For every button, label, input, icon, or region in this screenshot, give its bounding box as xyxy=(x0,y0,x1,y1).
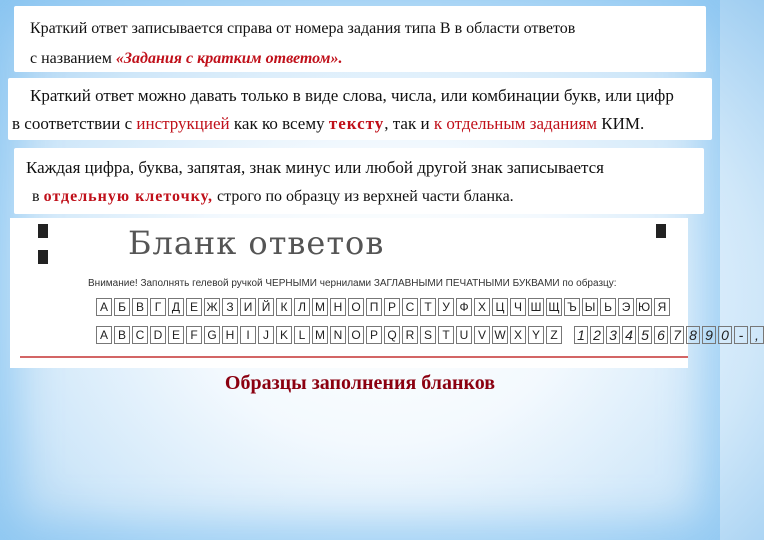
sample-cell: Ж xyxy=(204,298,220,316)
sample-cell: L xyxy=(294,326,310,344)
sample-cell: 3 xyxy=(606,326,620,344)
sample-cell: О xyxy=(348,298,364,316)
sample-cell: 0 xyxy=(718,326,732,344)
sample-cell: B xyxy=(114,326,130,344)
form-title: Бланк ответов xyxy=(128,224,385,262)
sample-cell: З xyxy=(222,298,238,316)
sample-cell: П xyxy=(366,298,382,316)
paragraph-2 xyxy=(8,78,712,140)
sample-cell: , xyxy=(750,326,764,344)
cyrillic-sample-row xyxy=(96,298,670,316)
sample-cell: 9 xyxy=(702,326,716,344)
sample-cell: Х xyxy=(474,298,490,316)
sample-cell: - xyxy=(734,326,748,344)
sample-cell: 4 xyxy=(622,326,636,344)
sample-cell: M xyxy=(312,326,328,344)
sample-cell: Н xyxy=(330,298,346,316)
sample-cell: Е xyxy=(186,298,202,316)
section-name-highlight: «Задания с кратким ответом». xyxy=(115,50,343,67)
sample-cell: Г xyxy=(150,298,166,316)
sample-cell: S xyxy=(420,326,436,344)
sample-cell: Л xyxy=(294,298,310,316)
para1-line2-prefix: с названием xyxy=(30,50,116,67)
sample-cell: И xyxy=(240,298,256,316)
sample-cell: R xyxy=(402,326,418,344)
sample-cell: F xyxy=(186,326,202,344)
sample-cell: H xyxy=(222,326,238,344)
sample-cell: Ъ xyxy=(564,298,580,316)
sample-cell: C xyxy=(132,326,148,344)
sample-cell: E xyxy=(168,326,184,344)
para1-line1: Краткий ответ записывается справа от номера задания типа В в области ответов xyxy=(30,20,576,37)
answer-form-sample xyxy=(10,218,759,368)
sample-cell: Y xyxy=(528,326,544,344)
sample-cell: 2 xyxy=(590,326,604,344)
sample-cell: Ь xyxy=(600,298,616,316)
sample-cell: 1 xyxy=(574,326,588,344)
sample-cell: U xyxy=(456,326,472,344)
figure-caption: Образцы заполнения бланков xyxy=(224,372,496,394)
paragraph-1 xyxy=(14,6,706,72)
para2-text-c: как ко всему xyxy=(229,114,329,133)
sample-cell: V xyxy=(474,326,490,344)
sample-cell: 6 xyxy=(654,326,668,344)
form-corner-marker xyxy=(38,224,48,238)
para2-line1: Краткий ответ можно давать только в виде слова, числа, или комбинации букв, или цифр xyxy=(30,86,674,105)
para3-line2 xyxy=(32,188,514,206)
instruction-highlight: инструкцией xyxy=(136,114,230,133)
paragraph-3 xyxy=(14,148,704,214)
sample-cell: Т xyxy=(420,298,436,316)
sample-cell: Ю xyxy=(637,300,651,314)
form-red-rule xyxy=(20,356,688,358)
sample-cell: Я xyxy=(654,298,670,316)
text-highlight: тексту xyxy=(328,114,385,133)
sample-cell: P xyxy=(366,326,382,344)
sample-cell: Ф xyxy=(456,298,472,316)
sample-cell: 7 xyxy=(670,326,684,344)
sample-cell: Z xyxy=(546,326,562,344)
sample-cell: Ш xyxy=(528,298,544,316)
sample-cell: А xyxy=(96,298,112,316)
form-corner-marker xyxy=(656,224,666,238)
sample-cell: Р xyxy=(384,298,400,316)
sample-cell: J xyxy=(258,326,274,344)
sample-cell: G xyxy=(204,326,220,344)
sample-cell: С xyxy=(402,298,418,316)
row-spacer xyxy=(564,326,572,344)
para3-text-a: в xyxy=(32,188,44,205)
sample-cell: O xyxy=(348,326,364,344)
sample-cell: Й xyxy=(258,298,274,316)
latin-digit-sample-row xyxy=(96,326,764,344)
para2-line2 xyxy=(12,114,644,134)
sample-cell: W xyxy=(492,326,508,344)
sample-cell: Ц xyxy=(492,298,508,316)
sample-cell: Q xyxy=(384,326,400,344)
sample-cell: У xyxy=(438,298,454,316)
sample-cell: М xyxy=(312,298,328,316)
sample-cell: I xyxy=(240,326,256,344)
sample-cell: Щ xyxy=(546,298,562,316)
sample-cell: Б xyxy=(114,298,130,316)
para2-text-e: , так и xyxy=(384,114,434,133)
para1-line2 xyxy=(30,50,343,68)
cell-highlight: отдельную клеточку, xyxy=(43,188,214,205)
sample-cell: Э xyxy=(618,298,634,316)
para2-text-a: в соответствии с xyxy=(12,114,137,133)
sample-cell: K xyxy=(276,326,292,344)
form-corner-marker xyxy=(38,250,48,264)
para3-text-c: строго по образцу из верхней части бланка. xyxy=(213,188,514,205)
sample-cell: В xyxy=(132,298,148,316)
sample-cell: D xyxy=(150,326,166,344)
sample-cell: A xyxy=(96,326,112,344)
sample-cell: N xyxy=(330,326,346,344)
sample-cell: 8 xyxy=(686,326,700,344)
sample-cell: X xyxy=(510,326,526,344)
para2-text-g: КИМ. xyxy=(597,114,645,133)
sample-cell: Ч xyxy=(510,298,526,316)
sample-cell: Ы xyxy=(582,298,598,316)
sample-cell: 5 xyxy=(638,326,652,344)
para3-line1: Каждая цифра, буква, запятая, знак минус или любой другой знак записывается xyxy=(26,158,604,177)
form-notice: Внимание! Заполнять гелевой ручкой ЧЕРНЫМИ чернилами ЗАГЛАВНЫМИ ПЕЧАТНЫМИ БУКВАМИ по образцу: xyxy=(88,278,617,289)
tasks-highlight: к отдельным заданиям xyxy=(433,114,598,133)
sample-cell: T xyxy=(438,326,454,344)
sample-cell: Д xyxy=(168,298,184,316)
sample-cell: К xyxy=(276,298,292,316)
